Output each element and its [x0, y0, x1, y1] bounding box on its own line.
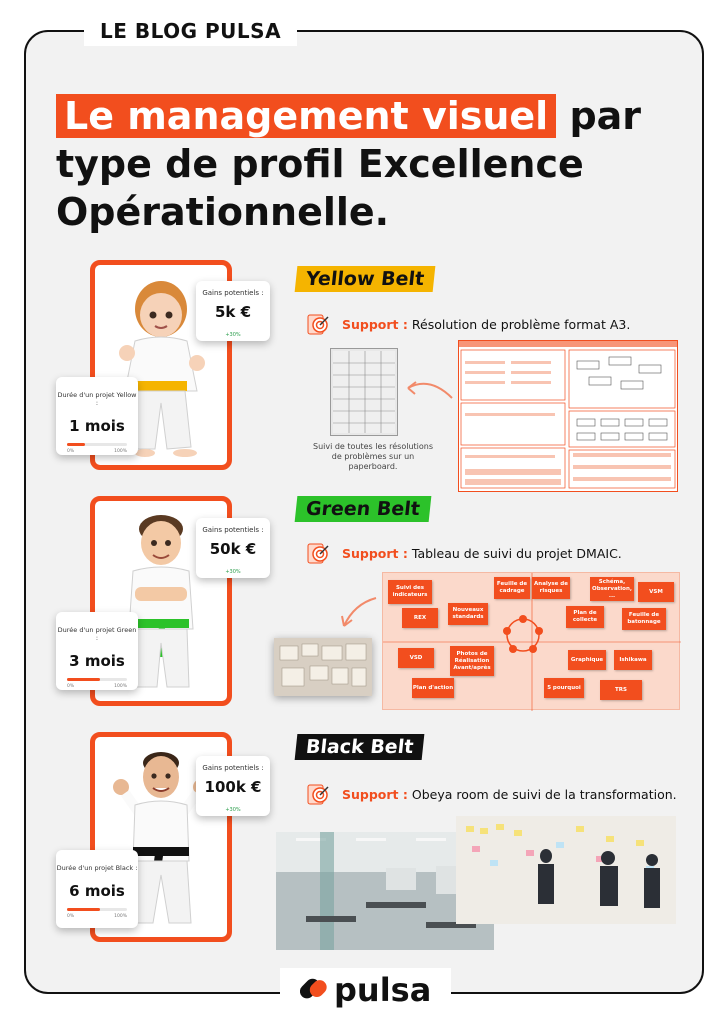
green-duration-box: [56, 612, 138, 690]
black-duration-box: [56, 850, 138, 928]
blog-tag: LE BLOG PULSA: [84, 16, 297, 46]
duration-progress-bar: [67, 908, 127, 911]
bar-min: 0%: [67, 914, 75, 919]
obeya-team-image: [456, 816, 676, 924]
gain-label: Gains potentiels :: [202, 289, 264, 297]
dmaic-board-photo: [274, 638, 372, 696]
duration-bar-ticks: [67, 684, 127, 689]
duration-label: Durée d'un projet Green :: [57, 626, 137, 642]
duration-label: Durée d'un projet Yellow :: [57, 391, 137, 407]
dmaic-box-5-pourquoi: 5 pourquoi: [544, 678, 584, 698]
dmaic-box-analyse-risques: Analyse de risques: [532, 577, 570, 599]
dmaic-box-rex: REX: [402, 608, 438, 628]
bar-max: 100%: [114, 914, 127, 919]
dmaic-box-vsd: VSD: [398, 648, 434, 668]
black-belt-label: Black Belt: [295, 734, 425, 760]
support-text: Obeya room de suivi de la transformation.: [411, 786, 677, 802]
target-icon: [306, 312, 330, 336]
black-support-line: [306, 782, 677, 806]
target-icon: [306, 541, 330, 565]
green-gain-box: [196, 518, 270, 578]
dmaic-box-schema-observation: Schéma, Observation, ...: [590, 577, 634, 601]
a3-problem-solving-sheet: [458, 340, 678, 492]
dmaic-box-photos-realisation: Photos de Réalisation Avant/après: [450, 646, 494, 676]
duration-progress-fill: [67, 678, 100, 681]
dmaic-box-vsm: VSM: [638, 582, 674, 602]
title-highlight: Le management visuel: [56, 94, 556, 138]
support-text: Résolution de problème format A3.: [411, 316, 631, 332]
dmaic-box-graphique: Graphique: [568, 650, 606, 670]
dmaic-board-photo-image: [274, 638, 372, 696]
gain-value: 5k €: [214, 303, 252, 321]
dmaic-box-feuille-cadrage: Feuille de cadrage: [494, 577, 530, 599]
dmaic-box-nouveaux-standards: Nouveaux standards: [448, 603, 488, 625]
green-support-line: [306, 541, 622, 565]
gain-percent: +30%: [225, 807, 241, 813]
duration-progress-bar: [67, 443, 127, 446]
paperboard-photo: [330, 348, 398, 436]
arrow-left-icon: [400, 372, 456, 406]
yellow-gain-box: [196, 281, 270, 341]
gain-label: Gains potentiels :: [202, 526, 264, 534]
arrow-down-left-icon: [334, 594, 380, 634]
page-title: [56, 92, 696, 236]
dmaic-box-suivi-indicateurs: Suivi des indicateurs: [388, 580, 432, 604]
paperboard-grid-image: [331, 349, 397, 435]
duration-value: 1 mois: [69, 417, 125, 435]
paperboard-caption: Suivi de toutes les résolutions de problèmes sur un paperboard.: [312, 442, 434, 471]
dmaic-box-trs: TRS: [600, 680, 642, 700]
gain-percent: +30%: [225, 569, 241, 575]
yellow-duration-box: [56, 377, 138, 455]
bar-max: 100%: [114, 449, 127, 454]
title-line3: Opérationnelle.: [56, 190, 390, 234]
gain-value: 100k €: [204, 778, 262, 796]
dmaic-box-ishikawa: Ishikawa: [614, 650, 652, 670]
black-gain-box: [196, 756, 270, 816]
pulsa-logo-mark-icon: [300, 976, 328, 1004]
bar-max: 100%: [114, 684, 127, 689]
duration-progress-bar: [67, 678, 127, 681]
a3-sheet-image: [459, 341, 677, 491]
dmaic-box-plan-collecte: Plan de collecte: [566, 606, 604, 628]
gain-percent: +30%: [225, 332, 241, 338]
pulsa-logo: [280, 968, 451, 1012]
support-keyword: Support :: [342, 316, 408, 332]
duration-bar-ticks: [67, 449, 127, 454]
bar-min: 0%: [67, 684, 75, 689]
duration-label: Durée d'un projet Black :: [56, 864, 138, 872]
duration-value: 6 mois: [69, 882, 125, 900]
duration-bar-ticks: [67, 914, 127, 919]
obeya-team-photo: [456, 816, 676, 924]
target-icon: [306, 782, 330, 806]
support-text: Tableau de suivi du projet DMAIC.: [411, 545, 622, 561]
bar-min: 0%: [67, 449, 75, 454]
support-keyword: Support :: [342, 786, 408, 802]
yellow-support-line: [306, 312, 630, 336]
duration-value: 3 mois: [69, 652, 125, 670]
support-keyword: Support :: [342, 545, 408, 561]
duration-progress-fill: [67, 443, 85, 446]
gain-label: Gains potentiels :: [202, 764, 264, 772]
logo-text: pulsa: [334, 971, 432, 1009]
yellow-belt-label: Yellow Belt: [295, 266, 436, 292]
gain-value: 50k €: [209, 540, 257, 558]
dmaic-box-feuille-batonnage: Feuille de batonnage: [622, 608, 666, 630]
title-line2: type de profil Excellence: [56, 142, 584, 186]
dmaic-box-plan-action: Plan d'action: [412, 678, 454, 698]
green-belt-label: Green Belt: [295, 496, 432, 522]
duration-progress-fill: [67, 908, 100, 911]
title-line1-rest: par: [569, 94, 642, 138]
